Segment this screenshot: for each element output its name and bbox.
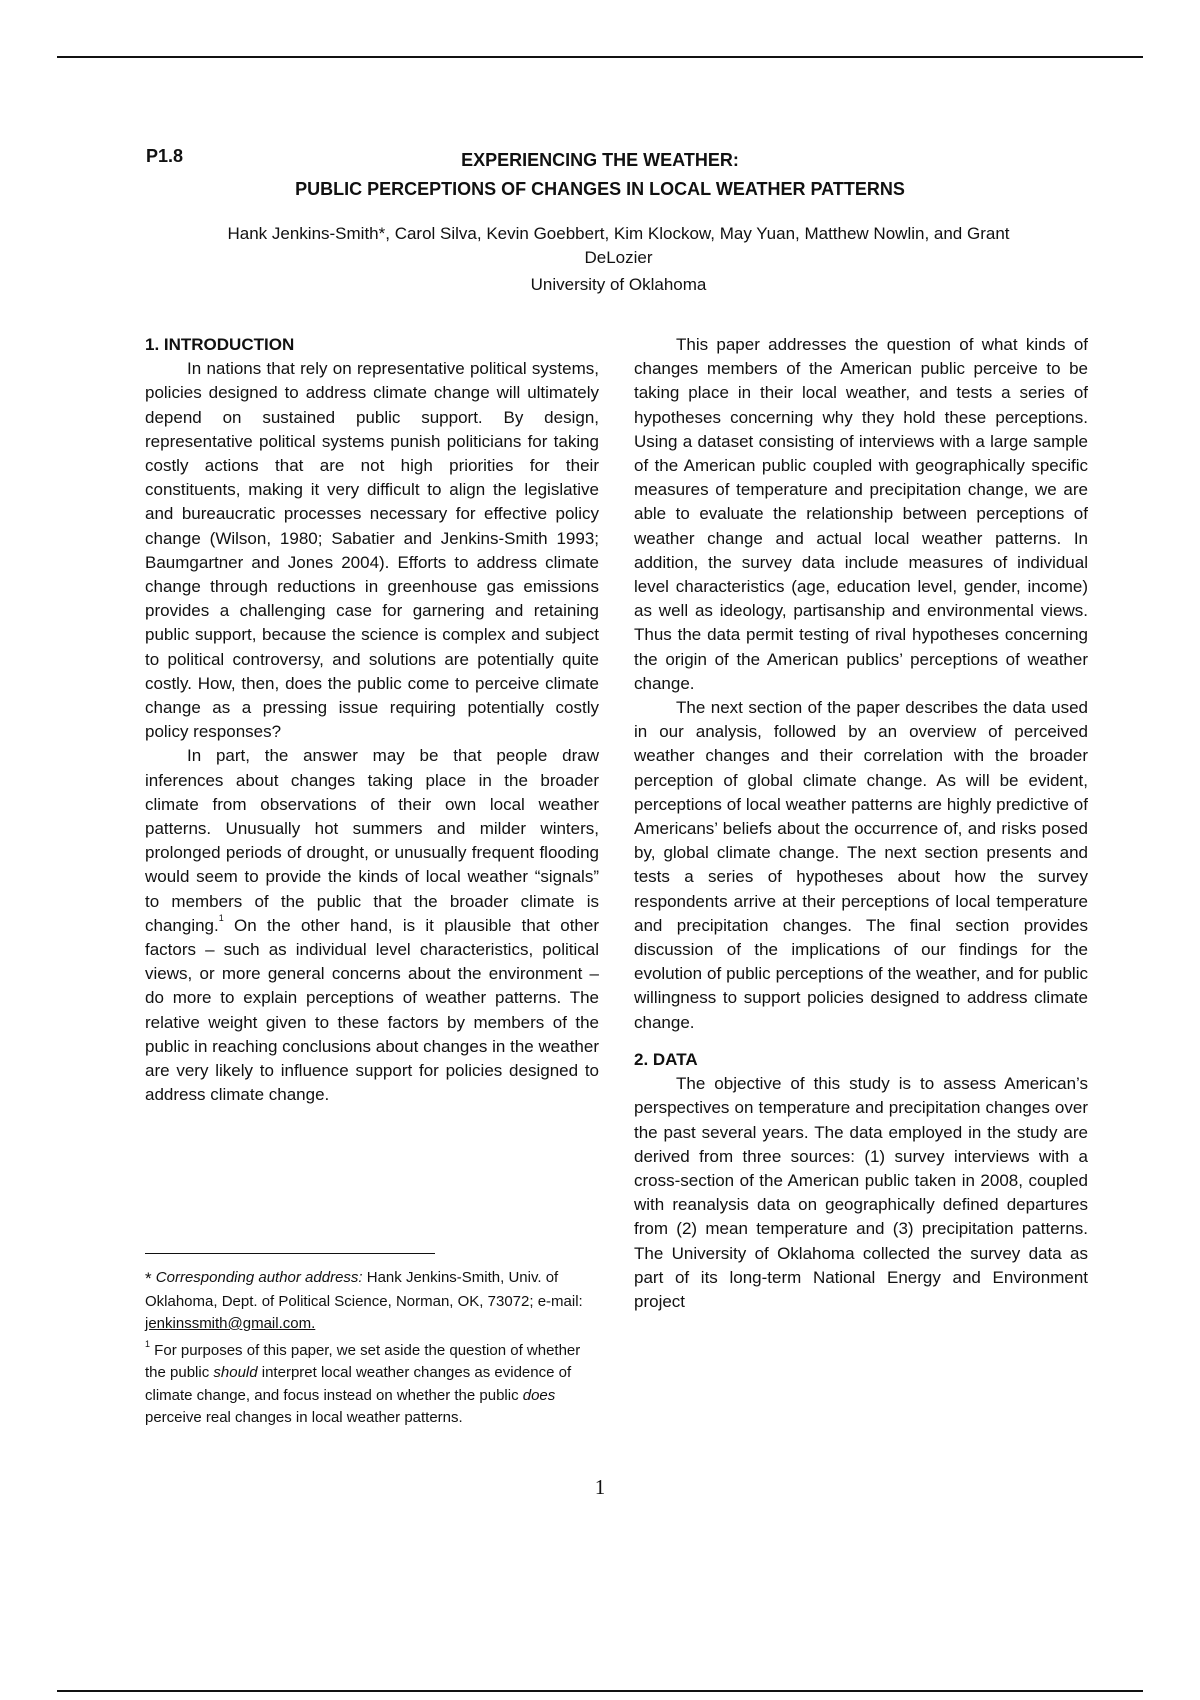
- corresponding-author-text: Hank Jenkins-Smith, Univ. of Oklahoma, Dept. of Political Science, Norman, OK, 73072; e-mail:: [145, 1269, 583, 1310]
- authors-line-1: Hank Jenkins-Smith*, Carol Silva, Kevin Goebbert, Kim Klockow, May Yuan, Matthew Nowlin, and Grant: [227, 224, 1010, 243]
- footnote-separator: [145, 1253, 435, 1254]
- paper-title: [146, 146, 1054, 204]
- authors-line-2: DeLozier: [584, 248, 653, 267]
- top-rule: [57, 56, 1143, 58]
- title-line-2: PUBLIC PERCEPTIONS OF CHANGES IN LOCAL WEATHER PATTERNS: [295, 179, 905, 199]
- footnote-1: [145, 1340, 599, 1430]
- footnote-1-text-b: interpret local weather changes as evidence of climate change, and focus instead on whether the public: [145, 1364, 572, 1404]
- asterisk-mark: *: [145, 1269, 152, 1288]
- intro-paragraph-4: The next section of the paper describes the data used in our analysis, followed by an overview of perceived weather changes and their correlation with the broader perception of global climate change. As will be evident, perceptions of local weather patterns are highly predictive of Americans’ beliefs about the occurrence of, and risks posed by, global climate change. The next section presents and tests a series of hypotheses about how the survey respondents arrive at their perceptions of local temperature and precipitation changes. The final section provides discussion of the implications of our findings for the evolution of public perceptions of the weather, and for public willingness to support policies designed to address climate change.: [634, 698, 1088, 1032]
- intro-paragraph-1: In nations that rely on representative political systems, policies designed to address climate change will ultimately depend on sustained public support. By design, representative political systems punish politicians for taking costly actions that are not high priorities for their constituents, making it very difficult to align the legislative and bureaucratic processes necessary for effective policy change (Wilson, 1980; Sabatier and Jenkins-Smith 1993; Baumgartner and Jones 2004). Efforts to address climate change through reductions in greenhouse gas emissions provides a challenging case for garnering and retaining public support, because the science is complex and subject to political controversy, and solutions are potentially quite costly. How, then, does the public come to perceive climate change as a pressing issue requiring potentially costly policy responses?: [145, 359, 599, 742]
- footnote-1-emphasis-should: should: [213, 1364, 258, 1381]
- footnote-1-emphasis-does: does: [522, 1386, 556, 1404]
- right-column: [634, 333, 1088, 1314]
- footnote-1-mark: 1: [145, 1338, 151, 1349]
- paper-id: P1.8: [146, 146, 184, 166]
- bottom-rule: [57, 1690, 1143, 1692]
- author-list: [146, 222, 1091, 270]
- data-paragraph-1: The objective of this study is to assess American’s perspectives on temperature and precipitation changes over the past several years. The data employed in the study are derived from three sources: (1) survey interviews with a cross-section of the American public taken in 2008, coupled with reanalysis data on geographically defined departures from (2) mean temperature and (3) precipitation patterns. The University of Oklahoma collected the survey data as part of its long-term National Energy and Environment project: [634, 1074, 1088, 1311]
- section-heading-introduction: 1. INTRODUCTION: [145, 335, 295, 354]
- corresponding-author-label: Corresponding author address:: [155, 1269, 363, 1286]
- footnote-ref-1: 1: [218, 912, 224, 923]
- intro-paragraph-2-text-a: In part, the answer may be that people draw inferences about changes taking place in the broader climate from observations of their own local weather patterns. Unusually hot summers and milder winters, prolonged periods of drought, or unusually frequent flooding would seem to provide the kinds of local weather “signals” to members of the public that the broader climate is changing.: [145, 746, 599, 935]
- footnote-1-text-c: perceive real changes in local weather patterns.: [145, 1409, 463, 1426]
- footnotes: [145, 1267, 599, 1430]
- title-line-1: EXPERIENCING THE WEATHER:: [461, 150, 739, 170]
- footnote-1-text-a: For purposes of this paper, we set aside the question of whether the public: [145, 1341, 581, 1381]
- intro-paragraph-3: This paper addresses the question of what kinds of changes members of the American public perceive to be taking place in their local weather, and tests a series of hypotheses concerning why they hold these perceptions. Using a dataset consisting of interviews with a large sample of the American public coupled with geographically specific measures of temperature and precipitation change, we are able to evaluate the relationship between perceptions of weather change and actual local weather patterns. In addition, the survey data include measures of individual level characteristics (age, education level, gender, income) as well as ideology, partisanship and environmental views. Thus the data permit testing of rival hypotheses concerning the origin of the American publics’ perceptions of weather change.: [634, 335, 1088, 693]
- corresponding-author-note: [145, 1267, 599, 1336]
- section-heading-data: 2. DATA: [634, 1049, 698, 1069]
- affiliation: University of Oklahoma: [530, 275, 707, 294]
- page-number: 1: [594, 1475, 606, 1499]
- intro-paragraph-2-text-b: On the other hand, is it plausible that other factors – such as individual level characteristics, political views, or more general concerns about the environment – do more to explain perceptions of weather patterns. The relative weight given to these factors by members of the public in reaching conclusions about changes in the weather are very likely to influence support for policies designed to address climate change.: [145, 915, 599, 1105]
- left-column: [145, 333, 599, 1108]
- author-email-link[interactable]: jenkinssmith@gmail.com.: [145, 1315, 316, 1332]
- intro-paragraph-2: [145, 744, 599, 1107]
